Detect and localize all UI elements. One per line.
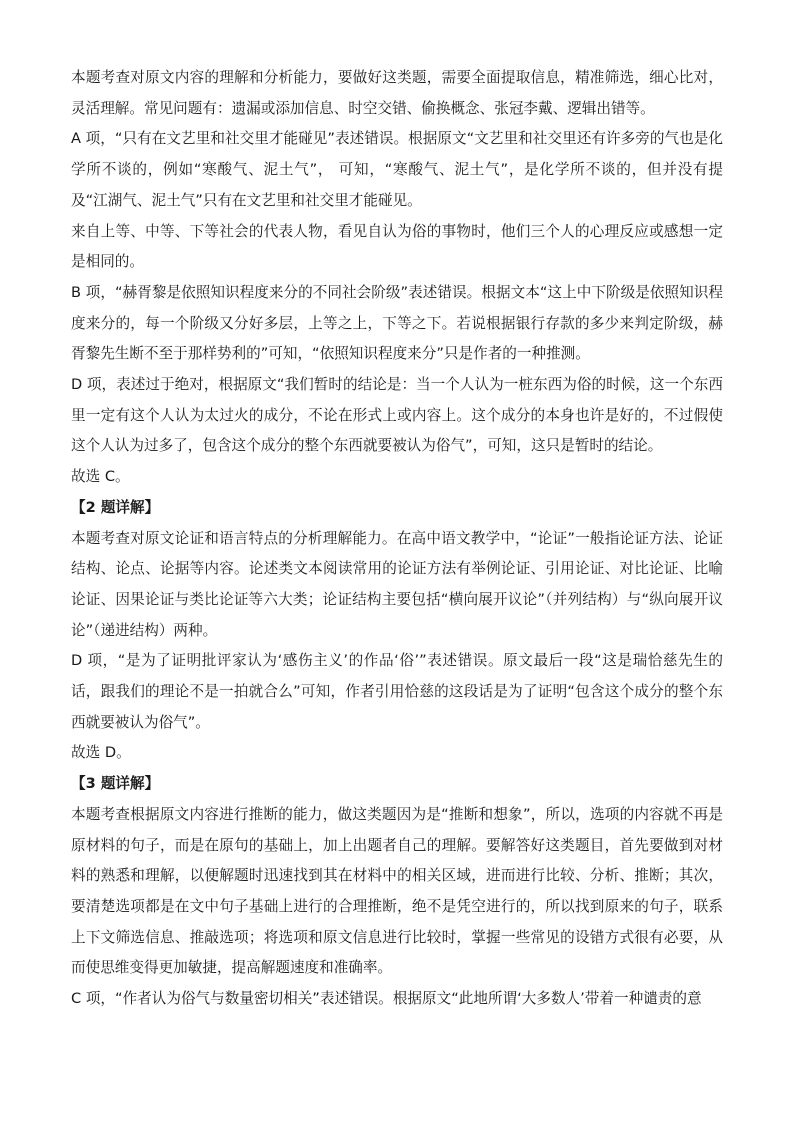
section-heading-q3: 【3 题详解】 [71, 775, 160, 793]
paragraph-answer-c: 故选 C。 [71, 468, 130, 486]
paragraph-q3-option-c: C 项，“作者认为俗气与数量密切相关”表述错误。根据原文“此地所谓‘大多数人’带着一种谴责的意 [71, 990, 702, 1008]
paragraph-option-b: B 项，“赫胥黎是依照知识程度来分的不同社会阶级”表述错误。根据文本“这上中下阶级是依照知识程度来分的，每一个阶级又分好多层，上等之上，下等之下。若说根据银行存款的多少来判定阶级，赫胥黎先生断不至于那样势利的”可知，“依照知识程度来分”只是作者的一种推测。 [71, 283, 723, 363]
paragraph-q2-intro: 本题考查对原文论证和语言特点的分析理解能力。在高中语文教学中，“论证”一般指论证方法、论证结构、论点、论据等内容。论述类文本阅读常用的论证方法有举例论证、引用论证、对比论证、比喻论证、因果论证与类比论证等六大类；论证结构主要包括“横向展开议论”（并列结构）与“纵向展开议论”（递进结构）两种。 [71, 529, 723, 639]
paragraph-answer-d: 故选 D。 [71, 744, 131, 762]
document-page [71, 63, 723, 1015]
paragraph-q2-option-d: D 项，“是为了证明批评家认为‘感伤主义’的作品‘俗’”表述错误。原文最后一段“这是瑞恰慈先生的话，跟我们的理论不是一拍就合么”可知，作者引用恰慈的这段话是为了证明“包含这个成分的整个东西就要被认为俗气”。 [71, 652, 723, 731]
paragraph-option-a: A 项，“只有在文艺里和社交里才能碰见”表述错误。根据原文“文艺里和社交里还有许多旁的气也是化学所不谈的，例如“寒酸气、泥土气”， 可知，“寒酸气、泥土气”，是化学所不谈的，但并没有提及“江湖气、泥土气”只有在文艺里和社交里才能碰见。 [71, 130, 723, 209]
paragraph-option-d: D 项，表述过于绝对，根据原文“我们暂时的结论是：当一个人认为一桩东西为俗的时候，这一个东西里一定有这个人认为太过火的成分，不论在形式上或内容上。这个成分的本身也许是好的，不过假使这个人认为过多了，包含这个成分的整个东西就要被认为俗气”，可知，这只是暂时的结论。 [71, 376, 723, 455]
paragraph-q3-intro: 本题考查根据原文内容进行推断的能力，做这类题因为是“推断和想象”，所以，选项的内容就不再是原材料的句子，而是在原句的基础上，加上出题者自己的理解。要解答好这类题目，首先要做到对材料的熟悉和理解，以便解题时迅速找到其在材料中的相关区域，进而进行比较、分析、推断；其次，要清楚选项都是在文中句子基础上进行的合理推断，绝不是凭空进行的，所以找到原来的句子，联系上下文筛选信息、推敲选项；将选项和原文信息进行比较时，掌握一些常见的设错方式很有必要，从而使思维变得更加敏捷，提高解题速度和准确率。 [71, 805, 724, 977]
paragraph-statement: 来自上等、中等、下等社会的代表人物，看见自认为俗的事物时，他们三个人的心理反应或感想一定是相同的。 [71, 222, 723, 271]
paragraph-intro: 本题考查对原文内容的理解和分析能力，要做好这类题，需要全面提取信息，精准筛选，细心比对，灵活理解。常见问题有：遗漏或添加信息、时空交错、偷换概念、张冠李戴、逻辑出错等。 [71, 69, 723, 117]
section-heading-q2: 【2 题详解】 [71, 498, 160, 516]
